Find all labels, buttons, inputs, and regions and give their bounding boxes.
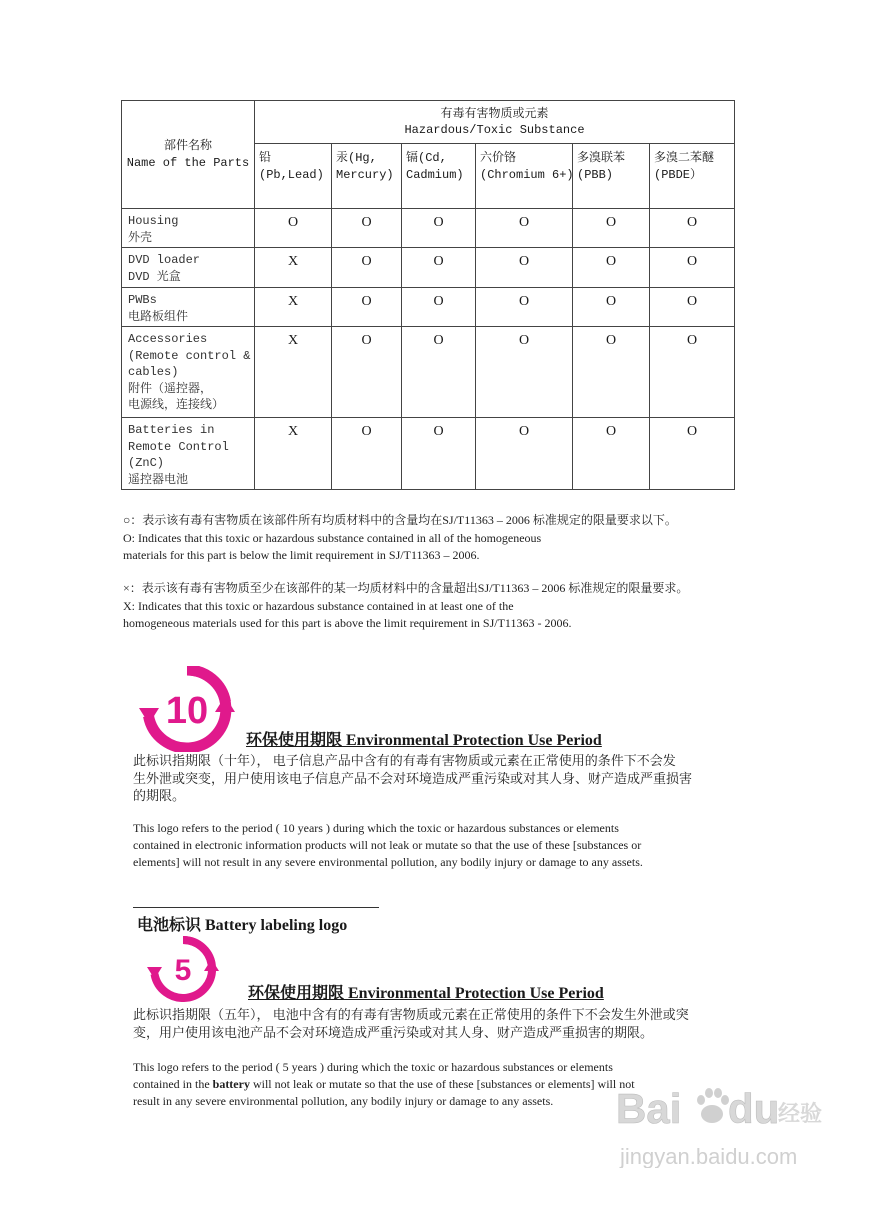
mark-cell: O xyxy=(650,248,735,288)
table-row xyxy=(122,327,735,418)
paw-icon xyxy=(697,1088,729,1123)
part-name-cell: Batteries in Remote Control (ZnC) 遥控器电池 xyxy=(122,418,255,490)
mark-cell: X xyxy=(255,248,332,288)
table-row xyxy=(122,248,735,288)
mark-cell: O xyxy=(573,418,650,490)
epup-5-number: 5 xyxy=(174,954,192,987)
note-x xyxy=(123,580,743,633)
mark-cell: O xyxy=(255,209,332,248)
header-substance-group xyxy=(255,101,735,144)
mark-cell: O xyxy=(402,288,476,327)
col-lead: 铅 (Pb,Lead) xyxy=(255,144,332,209)
part-name-cell: Housing 外壳 xyxy=(122,209,255,248)
note-o-en-2: materials for this part is below the limit requirement in SJ/T11363 – 2006. xyxy=(123,548,480,562)
mark-cell: O xyxy=(650,327,735,418)
part-name-cell: DVD loader DVD 光盒 xyxy=(122,248,255,288)
mark-cell: O xyxy=(402,248,476,288)
mark-cell: O xyxy=(650,418,735,490)
mark-cell: O xyxy=(332,248,402,288)
col-pbde: 多溴二苯醚 (PBDE） xyxy=(650,144,735,209)
hazardous-substance-table xyxy=(121,100,735,490)
epup-10-number: 10 xyxy=(165,690,209,732)
mark-cell: O xyxy=(573,209,650,248)
note-o-zh: ○：表示该有毒有害物质在该部件所有均质材料中的含量均在SJ/T11363 – 2006 标准规定的限量要求以下。 xyxy=(123,513,677,527)
note-x-en: X: Indicates that this toxic or hazardous substance contained in at least one of the xyxy=(123,598,514,613)
baidu-watermark-logo xyxy=(612,1068,822,1168)
header-parts xyxy=(122,101,255,209)
watermark-brand-end: du xyxy=(728,1085,780,1132)
mark-cell: O xyxy=(476,288,573,327)
mark-cell: O xyxy=(573,327,650,418)
mark-cell: O xyxy=(573,248,650,288)
battery-title: 电池标识 Battery labeling logo xyxy=(137,917,348,934)
section-divider xyxy=(133,907,379,908)
watermark-brand-cn: 经验 xyxy=(778,1102,822,1127)
mark-cell: O xyxy=(402,327,476,418)
mark-cell: X xyxy=(255,418,332,490)
epup-10-zh-text: 此标识指期限（十年）， 电子信息产品中含有的有毒有害物质或元素在正常使用的条件下不会发 生外泄或突变，用户使用该电子信息产品不会对环境造成严重污染或对其人身、财产造成严重损害 的期限。 xyxy=(133,753,693,803)
table-row xyxy=(122,288,735,327)
col-pbb: 多溴联苯 (PBB) xyxy=(573,144,650,209)
table-row xyxy=(122,209,735,248)
mark-cell: O xyxy=(476,418,573,490)
note-o-en: O: Indicates that this toxic or hazardous substance contained in all of the homogeneous xyxy=(123,530,542,545)
mark-cell: O xyxy=(650,209,735,248)
mark-cell: O xyxy=(650,288,735,327)
mark-cell: O xyxy=(402,209,476,248)
mark-cell: O xyxy=(332,209,402,248)
header-parts-zh: 部件名称 xyxy=(163,138,212,153)
part-name-cell: Accessories (Remote control & cables) 附件（遥控器， 电源线，连接线） xyxy=(122,327,255,418)
mark-cell: O xyxy=(476,248,573,288)
header-group-zh: 有毒有害物质或元素 xyxy=(440,107,549,121)
mark-cell: O xyxy=(332,418,402,490)
epup-5-logo-icon xyxy=(147,936,219,1002)
mark-cell: O xyxy=(402,418,476,490)
watermark-brand: Bai xyxy=(616,1085,682,1132)
battery-bold-word: battery xyxy=(212,1077,250,1091)
epup-5-en-text: This logo refers to the period ( 5 years ) during which the toxic or hazardous substances or elements contained in the battery will not leak or mutate so that the use of these [substances or elements] will not result in any severe environmental pollution, any bodily injury or damage to any assets. xyxy=(133,1060,635,1108)
epup-10-heading: 环保使用期限 Environmental Protection Use Period xyxy=(246,732,602,749)
header-group-en: Hazardous/Toxic Substance xyxy=(404,123,585,137)
col-cadmium: 镉(Cd, Cadmium) xyxy=(402,144,476,209)
part-name-cell: PWBs 电路板组件 xyxy=(122,288,255,327)
mark-cell: O xyxy=(332,327,402,418)
header-parts-en: Name of the Parts xyxy=(126,155,250,170)
watermark-url: jingyan.baidu.com xyxy=(620,1144,798,1168)
mark-cell: X xyxy=(255,288,332,327)
mark-cell: X xyxy=(255,327,332,418)
table-row xyxy=(122,418,735,490)
note-x-en-2: homogeneous materials used for this part is above the limit requirement in SJ/T11363 - 2006. xyxy=(123,616,572,630)
epup-10-en-text: This logo refers to the period ( 10 years ) during which the toxic or hazardous substances or elements contained in electronic information products will not leak or mutate so that the use of these [substances or elements] will not result in any severe environmental pollution, any bodily injury or damage to any assets. xyxy=(133,821,643,869)
epup-5-heading: 环保使用期限 Environmental Protection Use Period xyxy=(248,985,604,1002)
mark-cell: O xyxy=(573,288,650,327)
col-chromium: 六价铬 (Chromium 6+) xyxy=(476,144,573,209)
mark-cell: O xyxy=(476,327,573,418)
mark-cell: O xyxy=(476,209,573,248)
col-mercury: 汞(Hg, Mercury) xyxy=(332,144,402,209)
note-x-zh: ×：表示该有毒有害物质至少在该部件的某一均质材料中的含量超出SJ/T11363 – 2006 标准规定的限量要求。 xyxy=(123,581,689,595)
epup-5-zh-text: 此标识指期限（五年）， 电池中含有的有毒有害物质或元素在正常使用的条件下不会发生外泄或突 变，用户使用该电池产品不会对环境造成严重污染或对其人身、财产造成严重损害的期限。 xyxy=(133,1007,689,1040)
note-o xyxy=(123,512,743,565)
mark-cell: O xyxy=(332,288,402,327)
epup-10-logo-icon xyxy=(139,666,235,752)
